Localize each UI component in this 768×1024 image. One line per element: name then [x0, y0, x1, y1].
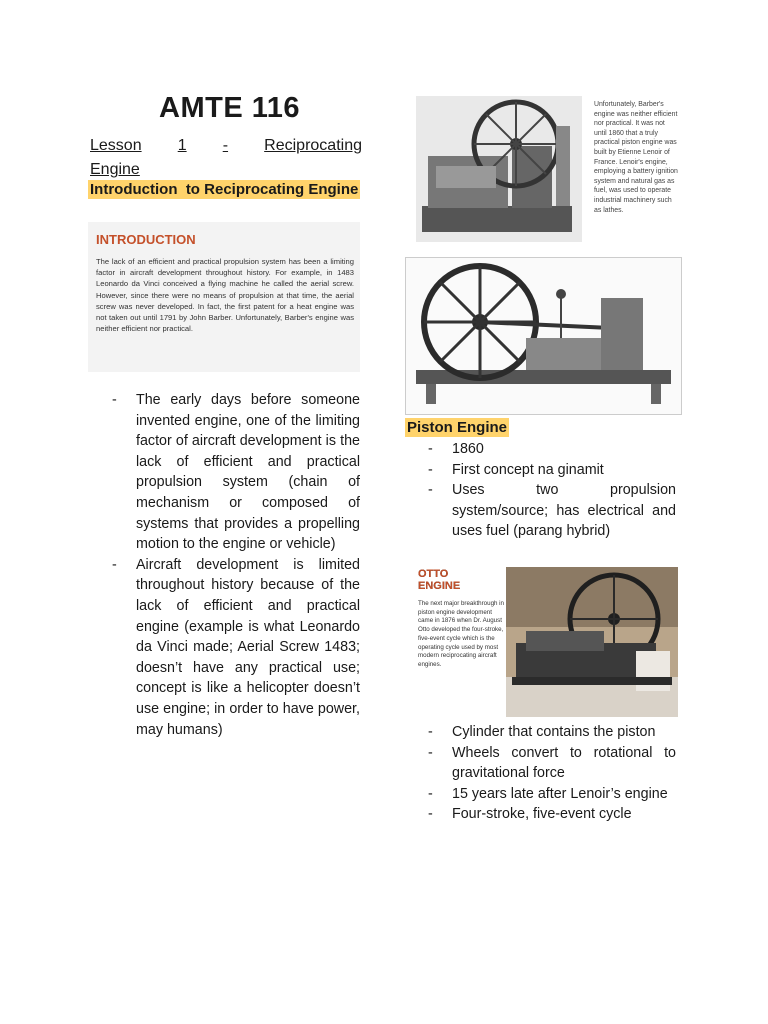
otto-engine-notes	[428, 722, 676, 825]
lesson-heading-line2: Engine	[90, 161, 140, 178]
list-item: - Uses two propulsion system/source; has electrical and uses fuel (parang hybrid)	[428, 480, 676, 542]
highlighted-subtitle: Introduction to Reciprocating Engine	[90, 181, 359, 198]
lesson-heading	[90, 134, 362, 158]
lenoir-caption: Unfortunately, Barber's engine was neither efficient nor practical. It was not until 1860 that a truly practical piston engine was built by Etienne Lenoir of France. Lenoir's engine, employing a battery ignition system and natural gas as fuel, was used to operate industrial machinery such as lathes.	[594, 101, 678, 214]
list-item: - 15 years late after Lenoir’s engine	[428, 784, 676, 805]
introduction-image	[88, 222, 360, 372]
list-item: - Four-stroke, five-event cycle	[428, 804, 676, 825]
list-item: - First concept na ginamit	[428, 460, 676, 481]
lesson-word: -	[222, 137, 229, 154]
lesson-word: Reciprocating	[264, 137, 362, 154]
otto-engine-title	[418, 568, 460, 592]
left-notes	[112, 390, 360, 740]
highlighted-heading: Piston Engine	[407, 419, 508, 436]
lesson-word: Lesson	[90, 137, 142, 154]
otto-engine-text: The next major breakthrough in piston engine development came in 1876 when Dr. August Otto developed the four-stroke, five-event cycle which is the operating cycle used by most modern reciprocating aircraft engines.	[418, 600, 504, 668]
section-subtitle	[88, 181, 360, 199]
list-item: - Cylinder that contains the piston	[428, 722, 676, 743]
otto-title-line: OTTO	[418, 568, 449, 580]
list-item: - Wheels convert to rotational to gravitational force	[428, 743, 676, 784]
list-item: - Aircraft development is limited throughout history because of the lack of efficient and practical engine (example is what Leonardo da Vinci made; Aerial Screw 1483; doesn’t have any practical use; concept is like a helicopter doesn’t use engine; in order to have power, may humans)	[112, 555, 360, 740]
otto-engine-image	[412, 562, 680, 718]
lenoir-engine-diagram	[405, 257, 682, 415]
introduction-image-paragraph: The lack of an efficient and practical propulsion system has been a limiting factor in aircraft development throughout history. For example, in 1483 Leonardo da Vinci conceived a flying machine he called the aerial screw. However, since there were no means of propulsion at that time, the aerial screw was never developed. In fact, the first patent for a heat engine was not taken out until 1791 by John Barber. Unfortunately, Barber's engine was neither efficient nor practical.	[96, 257, 354, 334]
otto-engine-photo	[506, 567, 678, 717]
introduction-image-heading: INTRODUCTION	[96, 232, 196, 247]
document-title: AMTE 116	[159, 92, 300, 124]
otto-title-line: ENGINE	[418, 580, 461, 592]
lesson-word: 1	[177, 137, 187, 154]
lenoir-engine-illustration	[416, 96, 582, 242]
list-item: - 1860	[428, 439, 676, 460]
list-item: - The early days before someone invented engine, one of the limiting factor of aircraft development is the lack of efficient and practical propulsion system (chain of mechanism or composed of systems that provides a propelling motion to the engine or vehicle)	[112, 390, 360, 555]
piston-engine-notes	[428, 439, 676, 542]
piston-engine-heading	[405, 419, 509, 437]
